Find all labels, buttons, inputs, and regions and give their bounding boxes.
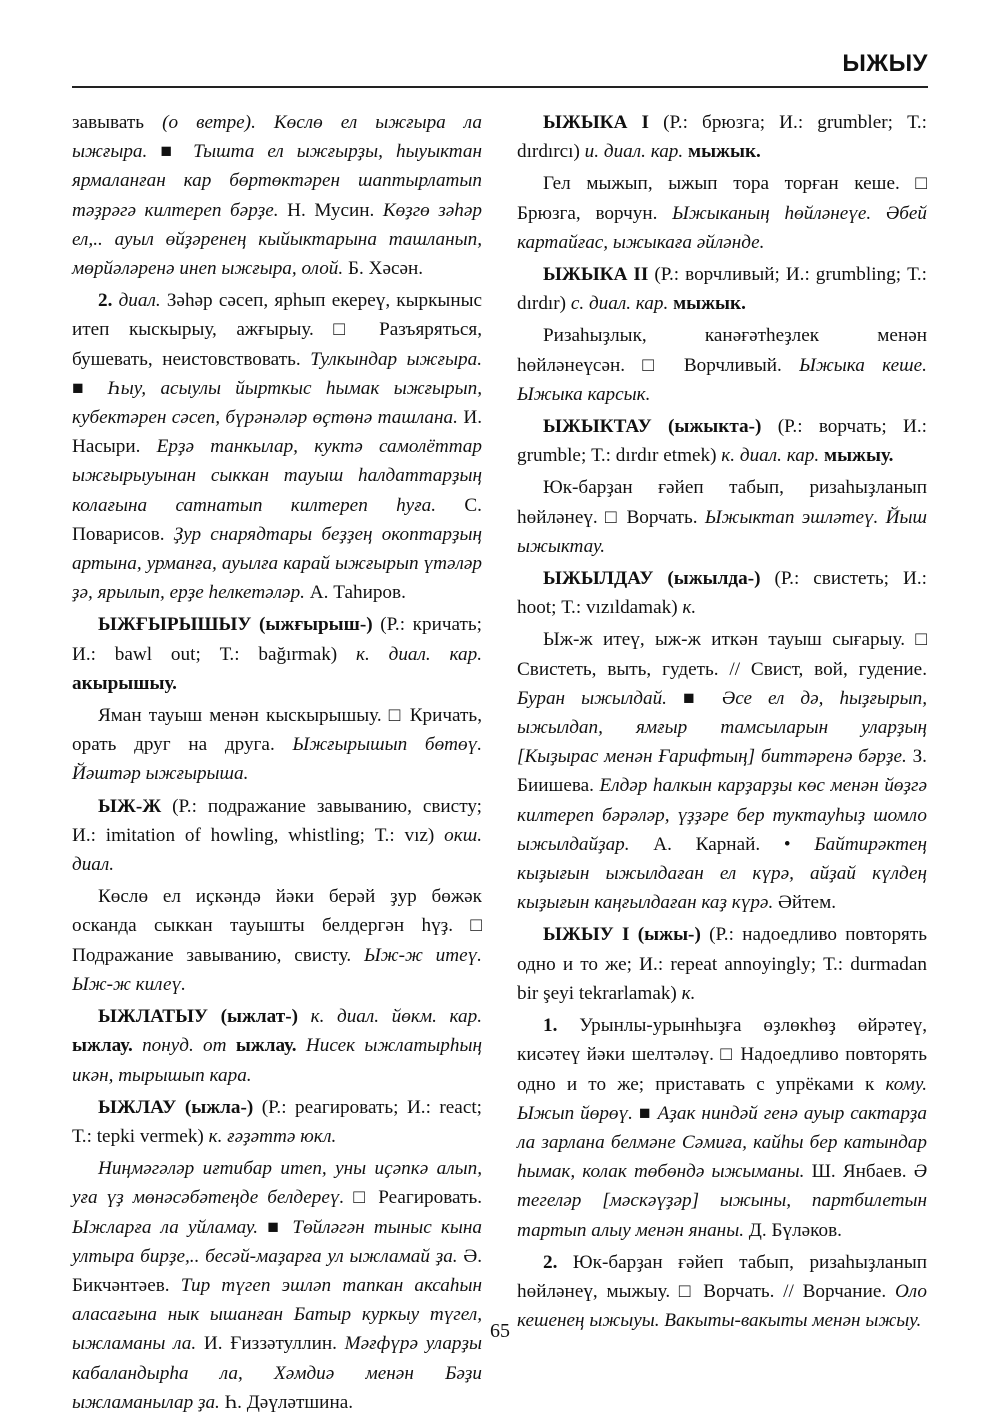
example-text: Аҙак ниндәй генә ауыр сактарҙа ла зарлана белмәне Сәмиға, кайһы бер катындар һымак, колак төбөндә ыжыманы.	[517, 1102, 928, 1183]
example-text: Көҙгө зәһәр ел,.. ауыл өйҙәренең кыйыктарына ташланып, мөрйәләренә инеп ыжғыра, олой.	[72, 199, 483, 280]
cross-reference: ыжлау.	[235, 1035, 297, 1057]
example-text: Байтирәктең кыҙығын ыжылдаған ел күрә, айҙай күлдең кыҙығын каңғылдаған каҙ күрә.	[517, 833, 927, 914]
example-marker: ■	[147, 141, 194, 163]
cross-reference: мыжыу.	[824, 445, 894, 467]
citation-author: Һ. Дәүләтшина.	[219, 1391, 354, 1413]
cross-reference: мыжык.	[688, 141, 761, 163]
entry-header	[72, 610, 482, 698]
entry-definition	[72, 701, 482, 789]
definition-text: Ыж-ж итеү, ыж-ж иткән тауыш сығарыу. □ Свистеть, выть, гудеть. // Свист, вой, гудение.	[517, 629, 927, 680]
headword: ЫЖЫЛДАУ (ыжылда-)	[543, 568, 761, 590]
entry-header	[72, 792, 482, 880]
citation-author: Н. Мусин.	[278, 199, 383, 221]
translations: (Р.: ворчать; И.: grumble; Т.: dırdır etmek)	[517, 416, 927, 467]
citation-author: Ә. Бикчәнтәев.	[72, 1245, 483, 1296]
citation-author: Д. Бүләков.	[744, 1219, 842, 1241]
entry-definition	[72, 1154, 482, 1417]
citation-author: И. Насыри.	[72, 407, 482, 458]
left-column	[72, 108, 482, 1417]
translations: (Р.: кричать; И.: bawl out; Т.: bağırmak)	[72, 614, 483, 665]
example-text: Ыжғырышып бөтөү. Йәштәр ыжғырыша.	[72, 734, 482, 785]
entry-header	[517, 564, 927, 622]
example-text: Мәғфүрә уларҙы кабаландырһа ла, Хәмдиә менән Бәҙи ыжламанылар ҙа.	[72, 1333, 482, 1413]
example-text: Ыж-ж итеү. Ыж-ж килеү.	[72, 944, 482, 995]
citation-author: А. Таһиров.	[304, 582, 406, 604]
headword: ЫЖҒЫРЫШЫУ (ыжғырыш-)	[98, 614, 373, 636]
proverb-marker: •	[760, 833, 815, 855]
definition-text: Зәһәр сәсеп, ярһып екереү, кыркыныс итеп кыскырыу, ажғырыу. □ Разъяряться, бушевать, неистовствовать.	[72, 290, 482, 370]
translations: (Р.: брюзга; И.: grumbler; Т.: dırdırcı)	[517, 112, 927, 163]
cross-reference: ыжлау.	[72, 1035, 133, 1057]
citation-author: Б. Хәсән.	[343, 258, 424, 280]
cross-reference: акырышыу.	[72, 672, 177, 694]
example-text: Тир түгеп эшләп тапкан аксаһын аласағына нык ышанған Батыр куркыу түгел, ыжламаны ла.	[72, 1274, 482, 1355]
translations: (Р.: свистеть; И.: hoot; Т.: vızıldamak)	[517, 568, 927, 619]
translations: (Р.: подражание завыванию, свисту; И.: imitation of howling, whistling; Т.: vız)	[72, 795, 482, 846]
translations: (Р.: ворчливый; И.: grumbling; Т.: dırdır)	[517, 264, 927, 315]
sense-number: 2.	[98, 290, 119, 312]
citation-author: Әйтем.	[773, 892, 837, 914]
entry-definition	[517, 473, 927, 561]
example-marker: ■	[666, 687, 722, 709]
label: к.	[682, 597, 697, 619]
headword: ЫЖЫКА II	[543, 264, 649, 286]
example-text: Тулкындар ыжғыра.	[310, 348, 482, 370]
sense-1	[517, 1011, 927, 1245]
translation-text: □ Реагировать.	[344, 1187, 483, 1209]
running-header: ЫЖЫУ	[842, 50, 928, 77]
citation-author: А. Карнай.	[629, 833, 761, 855]
citation-author: И. Ғиззәтуллин.	[196, 1333, 345, 1355]
example-text: Әсе ел дә, һыҙғырып, ыжылдап, ямғыр тамсыларын уларҙың [Кыҙырас менән Ғарифтың] биттәренә бәрҙе.	[517, 687, 928, 768]
entry-definition	[517, 625, 927, 917]
headword: ЫЖ-Ж	[98, 795, 162, 817]
entry-header	[517, 412, 927, 470]
label: к. диал. кар.	[721, 445, 820, 467]
page-number: 65	[490, 1320, 510, 1342]
entry-header	[517, 108, 927, 166]
definition-text: Ризаһыҙлык, канәғәтһеҙлек менән һөйләнеүсән. □ Ворчливый.	[517, 325, 927, 376]
citation-author: С. Поварисов.	[72, 494, 482, 545]
headword: ЫЖЫКА I	[543, 112, 650, 133]
translations: (Р.: реагировать; И.: react; Т.: tepki vermek)	[72, 1096, 482, 1147]
example-text: Төйләгән тыныс кына ултыра бирҙе,.. бесәй-маҙарға ул ыжламай ҙа.	[72, 1216, 483, 1267]
definition-text: Яман тауыш менән кыскырышыу. □ Кричать, орать друг на друга.	[72, 705, 482, 756]
example-text: Елдәр һалкын карҙарҙы көс менән йөҙгә килтереп бәрәләр, үҙҙәре бер туктауһыҙ шомло ыжылдайҙар.	[517, 775, 927, 855]
definition-text: Ниңмәгәләр иғтибар итеп, уны иҫәпкә алып, уға үҙ мөнәсәбәтеңде белдереү.	[72, 1158, 482, 1209]
definition-text: завывать	[72, 112, 163, 133]
translations: (Р.: надоедливо повторять одно и то же; И.: repeat annoyingly; Т.: durmadan bir şeyi tekrarlamak)	[517, 924, 928, 1004]
entry-definition	[517, 169, 927, 257]
entry-header	[517, 260, 927, 318]
citation-author: З. Биишева.	[517, 746, 927, 797]
example-text: Буран ыжылдай.	[517, 687, 667, 709]
sense-number: 1.	[543, 1015, 580, 1037]
example-text: Ә тегеләр [мәскәүҙәр] ыжыны, партбилетын тартып алыу менән янаны.	[517, 1161, 927, 1241]
example-text: Ерҙә танкылар, куктә самолёттар ыжғырыуынан сыккан тауыш һалдаттарҙың колағына сатнатып килтереп һуға.	[72, 436, 482, 516]
definition-text: Урынлы-урынһыҙға өҙлөкһөҙ өйрәтеү, кисәтеү йәки шелтәләү. □ Надоедливо повторять одно и то же; приставать с упрёками к	[517, 1015, 927, 1095]
example-text: Һыу, асыулы йырткыс һымак ыжғырып, кубектәрен сәсеп, бүрәнәләр өҫтөнә ташлана.	[72, 377, 483, 429]
example-text: кому. Ыжып йөрөү.	[517, 1073, 927, 1124]
label: окш. диал.	[72, 824, 482, 876]
label: понуд. от	[132, 1035, 236, 1057]
label: к. ғәҙәттә юкл.	[208, 1125, 337, 1147]
definition-text: Юк-барҙан ғәйеп табып, ризаһыҙланып һөйләнеү. □ Ворчать.	[517, 477, 927, 528]
label: диал.	[118, 290, 161, 312]
header-rule	[72, 86, 928, 88]
citation-author: Ш. Янбаев.	[804, 1161, 914, 1183]
example-text: Нисек ыжлатырһың икән, тырышып кара.	[72, 1035, 483, 1086]
label: к. диал. кар.	[356, 643, 482, 665]
definition-text: Көслө ел иҫкәндә йәки берәй ҙур бөжәк осканда сыккан тауышты белдергән һүҙ. □ Подражание завыванию, свисту.	[72, 886, 482, 966]
example-marker: ■	[632, 1102, 658, 1124]
example-text: Ыжыктап эшләтеү. Йыш ыжыктау.	[517, 506, 927, 557]
sense-2	[72, 286, 482, 607]
example-text: Оло кешенең ыжыуы. Вакыты-вакыты менән ыжыу.	[517, 1280, 927, 1332]
label: к. диал. йөкм. кар.	[297, 1006, 482, 1028]
example-text: Ыжларға ла уйламау.	[72, 1216, 259, 1238]
label: с. диал. кар.	[570, 293, 669, 315]
definition-text: Гел мыжып, ыжып тора торған кеше. □ Брюзга, ворчун.	[517, 173, 927, 224]
example-text: Ыжыканың һөйләнеүе. Әбей картайғас, ыжыкаға әйләнде.	[517, 202, 927, 253]
sense-number: 2.	[543, 1251, 573, 1273]
label: и. диал. кар.	[584, 141, 684, 163]
example-text: Тышта ел ыжғырҙы, һыуыктан ярмаланған кар бөртөктәрен шаптырлатып тәҙрәгә килтереп бәрҙе.	[72, 141, 482, 221]
label: к.	[681, 982, 696, 1004]
example-marker: ■	[72, 377, 108, 399]
definition-text: Юк-барҙан ғәйеп табып, ризаһыҙланып һөйләнеү, мыжыу. □ Ворчать. // Ворчание.	[517, 1251, 927, 1302]
entry-header	[72, 1002, 482, 1090]
right-column	[517, 108, 927, 1335]
entry-header	[517, 920, 927, 1008]
headword: ЫЖЛАУ (ыжла-)	[98, 1096, 254, 1118]
entry-definition	[517, 321, 927, 409]
headword: ЫЖЫУ I (ыжы-)	[543, 924, 701, 946]
example-text: (о ветре). Көслө ел ыжғыра ла ыжғыра.	[72, 112, 483, 163]
example-text: Ыжыка кеше. Ыжыка карсык.	[517, 354, 927, 405]
example-text: Ҙур снарядтары беҙҙең окоптарҙың артына, урманға, ауылға карай ыжғырып үтәләр ҙә, ярылып, ерҙе һелкетәләр.	[72, 523, 482, 604]
example-marker: ■	[258, 1216, 293, 1238]
headword: ЫЖЛАТЫУ (ыжлат-)	[98, 1006, 298, 1028]
entry-definition	[72, 882, 482, 999]
entry-header	[72, 1093, 482, 1151]
cross-reference: мыжык.	[673, 293, 746, 315]
headword: ЫЖЫКТАУ (ыжыкта-)	[543, 416, 762, 438]
entry-continuation	[72, 108, 482, 283]
